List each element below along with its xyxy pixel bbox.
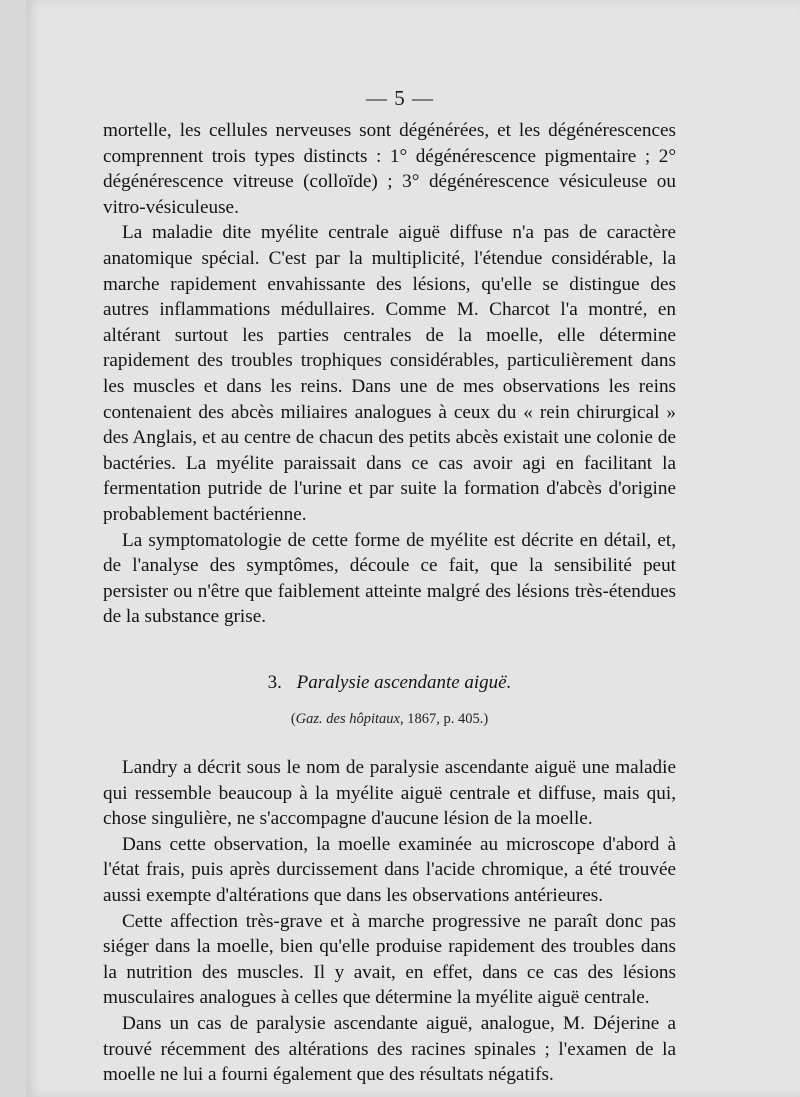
paragraph-affection: Cette affection très-grave et à marche progressive ne paraît donc pas siéger dans la moelle, bien qu'elle produise rapidement des troubles dans la nutrition des muscles. Il y avait, en effet, dans ce cas des lésions musculaires analogues à celles que détermine la myélite aiguë centrale. [103,910,676,1009]
citation-close-paren: ) [483,711,489,728]
paragraph-landry: Landry a décrit sous le nom de paralysie ascendante aiguë une maladie qui ressemble beaucoup à la myélite aiguë centrale et diffuse, mais qui, chose singulière, ne s'accompagne d'aucune lésion de la moelle. [103,757,676,830]
citation-journal: Gaz. des hôpitaux, [295,711,404,728]
paragraph-myelite-centrale: La maladie dite myélite centrale aiguë diffuse n'a pas de caractère anatomique spécial. C'est par la multiplicité, l'étendue considérable, la marche rapidement envahissante des lésions, qu'elle se distingue des autres inflammations médullaires. Comme M. Charcot l'a montré, en altérant surtout les parties centrales de la moelle, elle détermine rapidement des troubles trophiques considérables, particulièrement dans les muscles et dans les reins. Dans une de mes observations les reins contenaient des abcès miliaires analogues à ceux du « rein chirurgical » des Anglais, et au centre de chacun des petits abcès existait une colonie de bactéries. La myélite paraissait dans ce cas avoir agi en facilitant la fermentation putride de l'urine et par suite la formation d'abcès d'origine probablement bactérienne. [103,222,676,525]
paragraph-observation: Dans cette observation, la moelle examinée au microscope d'abord à l'état frais, puis après durcissement dans l'acide chromique, a été trouvée aussi exempte d'altérations que dans les observations antérieures. [103,833,676,907]
section-number: 3. [267,671,282,693]
section-title: Paralysie ascendante aiguë. [296,671,512,693]
paragraph-symptomatologie: La symptomatologie de cette forme de myélite est décrite en détail, et, de l'analyse des symptômes, découle ce fait, que la sensibilité peut persister ou n'être que faiblement atteinte malgré des lésions très-étendues de la substance grise. [103,529,676,628]
section-citation [103,707,676,733]
section-heading [103,670,676,696]
page-number: — 5 — [366,86,434,110]
citation-open-paren: ( [290,711,296,728]
paragraph-dejerine: Dans un cas de paralysie ascendante aiguë, analogue, M. Déjerine a trouvé récemment des altérations des racines spinales ; l'examen de la moelle ne lui a fourni également que des résultats négatifs. [103,1013,676,1086]
paragraph-continuation: mortelle, les cellules nerveuses sont dégénérées, et les dégénérescences comprennent trois types distincts : 1° dégénérescence pigmentaire ; 2° dégénérescence vitreuse (colloïde) ; 3° dégénérescence vésiculeuse ou vitro-vésiculeuse. [103,120,676,218]
body-text [103,118,676,1088]
citation-details: 1867, p. 405. [407,711,484,728]
